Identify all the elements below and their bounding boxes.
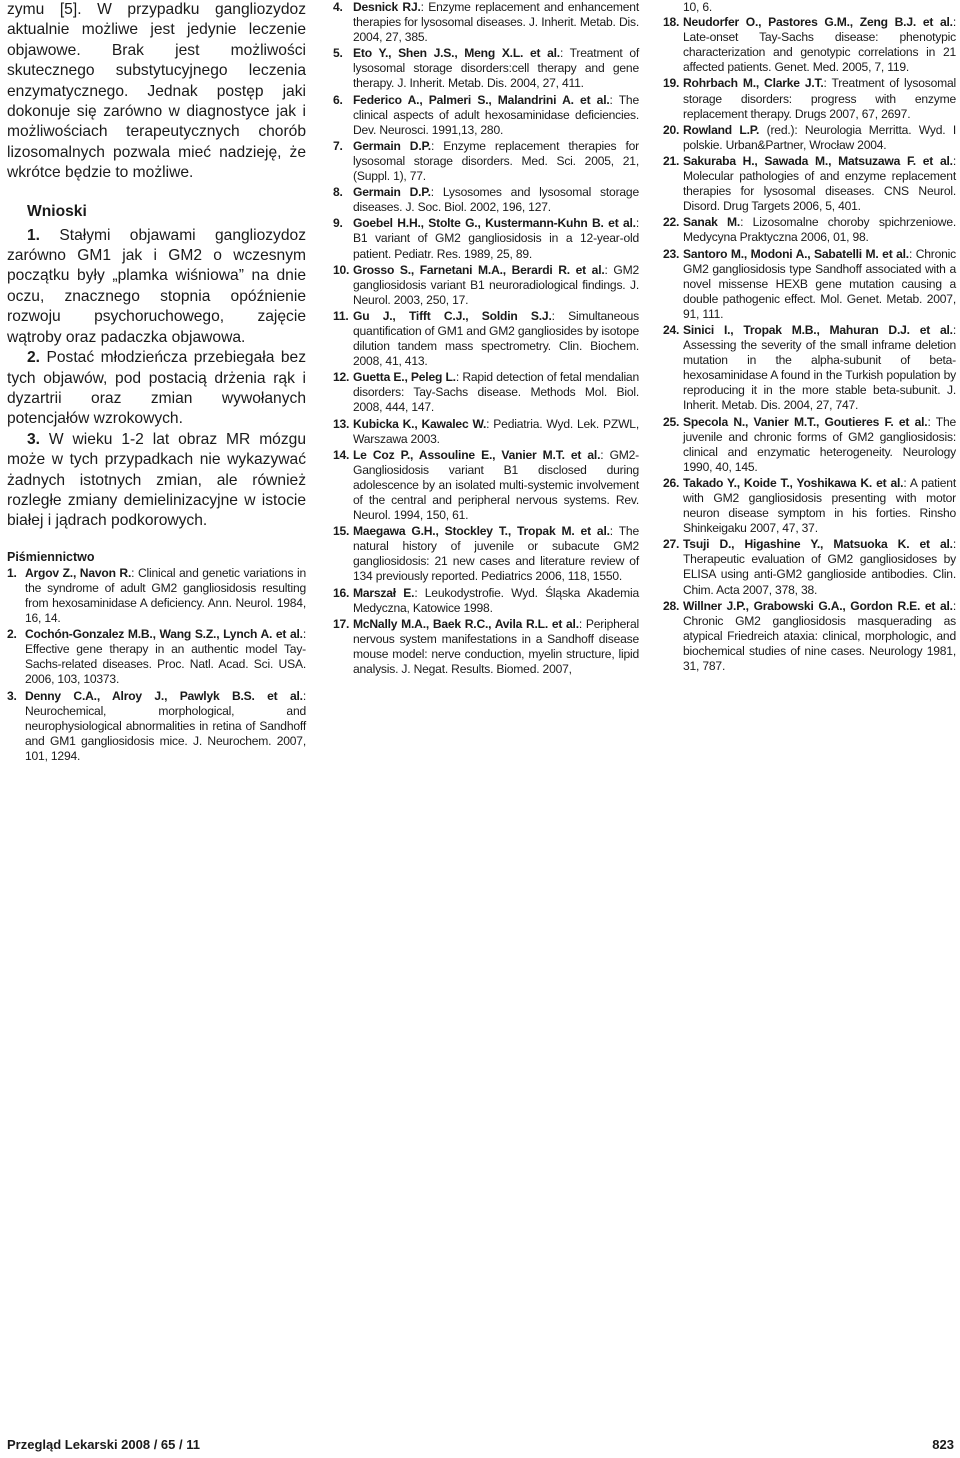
reference-number: 4.	[333, 0, 343, 14]
reference-number: 22.	[663, 215, 680, 230]
reference-item	[7, 627, 306, 687]
reference-number: 21.	[663, 153, 680, 168]
reference-text: : Rapid detection of fetal mendalian disorders: Tay-Sachs disease. Methods Mol. Biol. 2008, 444, 147.	[353, 370, 639, 415]
reference-item	[333, 309, 639, 369]
reference-text: : B1 variant of GM2 gangliosidosis in a 12-year-old patient. Pediatr. Res. 1989, 25, 89.	[353, 216, 639, 261]
reference-authors: Neudorfer O., Pastores G.M., Zeng B.J. et al.	[683, 15, 953, 30]
conclusions-list	[7, 226, 306, 532]
journal-footer: Przegląd Lekarski 2008 / 65 / 11	[7, 1437, 200, 1452]
reference-list	[7, 566, 306, 764]
reference-text: : The juvenile and chronic forms of GM2 gangliosidosis: clinical and enzymatic heterogeneity. Neurology 1990, 40, 145.	[683, 414, 957, 474]
reference-text: : Chronic GM2 gangliosidosis type Sandhoff associated with a novel missense HEXB gene mutation causing a double pathogenic effect. Mol. Genet. Metab. 2007, 91, 111.	[683, 246, 957, 321]
reference-number: 6.	[333, 92, 343, 107]
reference-text: : Simultaneous quantification of GM1 and GM2 gangliosides by isotope dilution tandem mass spectrometry. Clin. Biochem. 2008, 41, 413.	[353, 308, 639, 369]
reference-text: : GM2 gangliosidosis variant B1 neuroradiological findings. J. Neurol. 2003, 250, 17.	[353, 262, 639, 307]
reference-item	[333, 417, 639, 447]
reference-item	[663, 215, 956, 245]
reference-authors: Kubicka K., Kawalec W.	[353, 416, 487, 431]
reference-item	[333, 216, 639, 261]
reference-number: 14.	[333, 447, 350, 462]
intro-text: zymu [5]. W przypadku gangliozydoz aktualnie możliwe jest jedynie leczenie objawowe. Brak jest możliwości skutecznego substytucyjnego leczenia enzymatycznego. Jednak postęp jaki dokonuje się zarówno w diagnostyce jak i możliwościach terapeutycznych chorób lizosomalnych pozwala mieć nadzieję, że wkrótce będzie to możliwe.	[7, 1, 306, 182]
reference-number: 8.	[333, 185, 343, 200]
reference-text: : Late-onset Tay-Sachs disease: phenotypic characterization and genotypic correlations in 21 affected patients. Genet. Med. 2005, 7, 119.	[683, 15, 956, 75]
reference-text: : Enzyme replacement therapies for lysosomal storage disorders. Med. Sci. 2005, 21, (Suppl. 1), 77.	[353, 138, 639, 184]
reference-number: 3.	[7, 688, 17, 703]
reference-authors: Maegawa G.H., Stockley T., Tropak M. et al.	[353, 524, 610, 539]
reference-item	[663, 415, 956, 475]
reference-number: 11.	[333, 308, 349, 323]
reference-authors: Marszał E.	[353, 585, 415, 600]
reference-item	[333, 139, 639, 184]
reference-list	[333, 0, 639, 677]
reference-text: : Neurochemical, morphological, and neurophysiological abnormalities in retina of Sandhoff and GM1 gangliosidosis mice. J. Neurochem. 2007, 101, 1294.	[25, 688, 306, 763]
reference-item	[663, 154, 956, 214]
reference-text: : Assessing the severity of the small inframe deletion mutation in the alpha-subunit of beta-hexosaminidase A found in the Turkish population by reproducing it in the more stable beta-subunit. J. Inherit. Metab. Dis. 2004, 27, 747.	[683, 322, 956, 413]
reference-text: : Lizosomalne choroby spichrzeniowe. Medycyna Praktyczna 2006, 01, 98.	[683, 215, 957, 245]
reference-item	[663, 15, 956, 75]
reference-item	[663, 599, 956, 674]
reference-authors: Willner J.P., Grabowski G.A., Gordon R.E. et al.	[683, 598, 953, 613]
reference-item	[7, 566, 306, 626]
reference-authors: Grosso S., Farnetani M.A., Berardi R. et al.	[353, 262, 605, 277]
reference-text: : Leukodystrofie. Wyd. Śląska Akademia Medyczna, Katowice 1998.	[353, 585, 639, 615]
conclusion-item: 2. Postać młodzieńcza przebiegała bez tych objawów, pod postacią drżenia rąk i dyzartrii oraz zmian wywołanych potencjałów wzrokowych.	[7, 349, 306, 428]
reference-number: 15.	[333, 524, 350, 539]
reference-item	[663, 323, 956, 414]
reference-number: 16.	[333, 585, 350, 600]
reference-authors: McNally M.A., Baek R.C., Avila R.L. et al.	[353, 616, 579, 631]
reference-item	[663, 247, 956, 322]
reference-text: : Lysosomes and lysosomal storage diseases. J. Soc. Biol. 2002, 196, 127.	[353, 185, 639, 215]
reference-authors: Tsuji D., Higashine Y., Matsuoka K. et al.	[683, 537, 953, 552]
reference-number: 28.	[663, 598, 680, 613]
column-middle	[333, 0, 639, 678]
reference-authors: Desnick RJ.	[353, 0, 421, 14]
reference-authors: Germain D.P.	[353, 185, 431, 200]
reference-authors: Denny C.A., Alroy J., Pawlyk B.S. et al.	[25, 688, 303, 703]
reference-authors: Germain D.P.	[353, 138, 431, 153]
column-left	[7, 0, 306, 765]
reference-text: : Peripheral nervous system manifestations in a Sandhoff disease mouse model: nerve conduction, myelin structure, lipid analysis. J. Negat. Results. Biomed. 2007,	[353, 616, 639, 677]
reference-authors: Argov Z., Navon R.	[25, 565, 132, 580]
reference-item	[333, 370, 639, 415]
reference-number: 27.	[663, 537, 680, 552]
conclusions-heading: Wnioski	[27, 202, 87, 220]
column-right	[663, 0, 956, 675]
reference-item	[333, 185, 639, 215]
reference-authors: Rohrbach M., Clarke J.T.	[683, 76, 824, 91]
reference-text: : Pediatria. Wyd. Lek. PZWL, Warszawa 2003.	[353, 416, 639, 446]
conclusion-item: 1. Stałymi objawami gangliozydoz zarówno GM1 jak i GM2 o wczesnym początku były „plamka wiśniowa” na dnie oczu, znacznego stopnia opóźnienie rozwoju psychoruchowego, zajęcie wątroby oraz padaczka objawowa.	[7, 226, 306, 346]
reference-authors: Goebel H.H., Stolte G., Kustermann-Kuhn B. et al.	[353, 216, 636, 231]
reference-authors: Eto Y., Shen J.S., Meng X.L. et al.	[353, 46, 560, 61]
reference-number: 19.	[663, 76, 680, 91]
reference-number: 10.	[333, 262, 350, 277]
reference-number: 18.	[663, 15, 680, 30]
reference-number: 25.	[663, 414, 680, 429]
reference-number: 23.	[663, 246, 680, 261]
reference-authors: Cochón-Gonzalez M.B., Wang S.Z., Lynch A. et al.	[25, 627, 303, 642]
reference-item	[333, 617, 639, 677]
reference-number: 1.	[7, 565, 17, 580]
reference-authors: Gu J., Tifft C.J., Soldin S.J.	[353, 308, 552, 323]
reference-authors: Sakuraba H., Sawada M., Matsuzawa F. et al.	[683, 153, 953, 168]
reference-list	[663, 15, 956, 674]
reference-text: (red.): Neurologia Merritta. Wyd. I polskie. Urban&Partner, Wrocław 2004.	[683, 122, 956, 152]
reference-item	[663, 123, 956, 153]
reference-number: 5.	[333, 46, 343, 61]
reference-authors: Santoro M., Modoni A., Sabatelli M. et al.	[683, 246, 909, 261]
reference-authors: Takado Y., Koide T., Yoshikawa K. et al.	[683, 475, 904, 490]
reference-text: : Clinical and genetic variations in the syndrome of adult GM2 gangliosidosis resulting from hexosaminidase A deficiency. Ann. Neurol. 1984, 16, 14.	[25, 565, 306, 626]
reference-number: 20.	[663, 122, 680, 137]
conclusion-item: 3. W wieku 1-2 lat obraz MR mózgu może w tych przypadkach nie wykazywać żadnych istotnych zmian, ale również rozległe zmiany demielinizacyjne w istocie białej i jądrach podkorowych.	[7, 430, 306, 530]
reference-item	[7, 689, 306, 764]
reference-text: : Enzyme replacement and enhancement therapies for lysosomal diseases. J. Inherit. Metab. Dis. 2004, 27, 385.	[353, 0, 639, 45]
reference-number: 13.	[333, 416, 350, 431]
reference-text: : GM2-Gangliosidosis variant B1 disclosed during adolescence by an isolated multi-systemic involvement of the central and peripheral nervous systems. Rev. Neurol. 1994, 150, 61.	[353, 447, 640, 523]
reference-authors: Le Coz P., Assouline E., Vanier M.T. et al.	[353, 447, 601, 462]
reference-item	[663, 76, 956, 121]
reference-item	[333, 524, 639, 584]
reference-authors: Sinici I., Tropak M.B., Mahuran D.J. et al.	[683, 322, 953, 337]
references-heading: Piśmiennictwo	[7, 549, 95, 564]
reference-item	[333, 46, 639, 91]
reference-text: : Treatment of lysosomal storage disorders: progress with enzyme replacement therapy. Drugs 2007, 67, 2697.	[683, 76, 956, 121]
intro-paragraph	[7, 0, 306, 184]
reference-item	[333, 263, 639, 308]
reference-item	[333, 586, 639, 616]
reference-text: : Effective gene therapy in an authentic model Tay-Sachs-related diseases. Proc. Natl. Acad. Sci. USA. 2006, 103, 10373.	[25, 627, 306, 687]
reference-text: : A patient with GM2 gangliosidosis presenting with motor neuron disease symptom in his forties. Rinsho Shinkeigaku 2007, 47, 37.	[683, 475, 956, 536]
reference-authors: Guetta E., Peleg L.	[353, 370, 456, 385]
reference-text: : The natural history of juvenile or subacute GM2 gangliosidosis: 21 new cases and literature review of 134 previously reported. Pediatrics 2006, 118, 1550.	[353, 524, 639, 584]
reference-authors: Federico A., Palmeri S., Malandrini A. et al.	[353, 92, 610, 107]
reference-number: 12.	[333, 370, 350, 385]
page-number: 823	[932, 1437, 954, 1452]
reference-text: : The clinical aspects of adult hexosaminidase deficiencies. Dev. Neurosci. 1991,13, 280.	[353, 92, 639, 137]
reference-text: : Treatment of lysosomal storage disorders:cell therapy and gene therapy. J. Inherit. Metab. Dis. 2004, 27, 411.	[353, 46, 640, 91]
reference-authors: Rowland L.P.	[683, 122, 760, 137]
reference-item	[333, 0, 639, 45]
reference-number: 2.	[7, 627, 17, 642]
reference-text: : Chronic GM2 gangliosidosis masquerading as atypical Friedreich ataxia: clinical, morphologic, and biochemical studies of nine cases. Neurology 1981, 31, 787.	[683, 598, 956, 674]
reference-number: 9.	[333, 216, 343, 231]
reference-number: 26.	[663, 475, 680, 490]
reference-text: : Molecular pathologies of and enzyme replacement therapies for lysosomal diseases. CNS Neurol. Disord. Drug Targets 2006, 5, 401.	[683, 153, 956, 214]
reference-text: : Therapeutic evaluation of GM2 gangliosidoses by ELISA using anti-GM2 ganglioside antibodies. Clin. Chim. Acta 2007, 378, 38.	[683, 537, 956, 597]
reference-item	[663, 537, 956, 597]
reference-authors: Sanak M.	[683, 215, 741, 230]
reference-number: 24.	[663, 322, 680, 337]
reference-number: 7.	[333, 138, 343, 153]
reference-number: 17.	[333, 616, 350, 631]
reference-item	[333, 93, 639, 138]
reference-item	[663, 476, 956, 536]
reference-item	[333, 448, 639, 523]
reference-authors: Specola N., Vanier M.T., Goutieres F. et al.	[683, 414, 928, 429]
reference-continuation: 10, 6.	[683, 0, 713, 14]
